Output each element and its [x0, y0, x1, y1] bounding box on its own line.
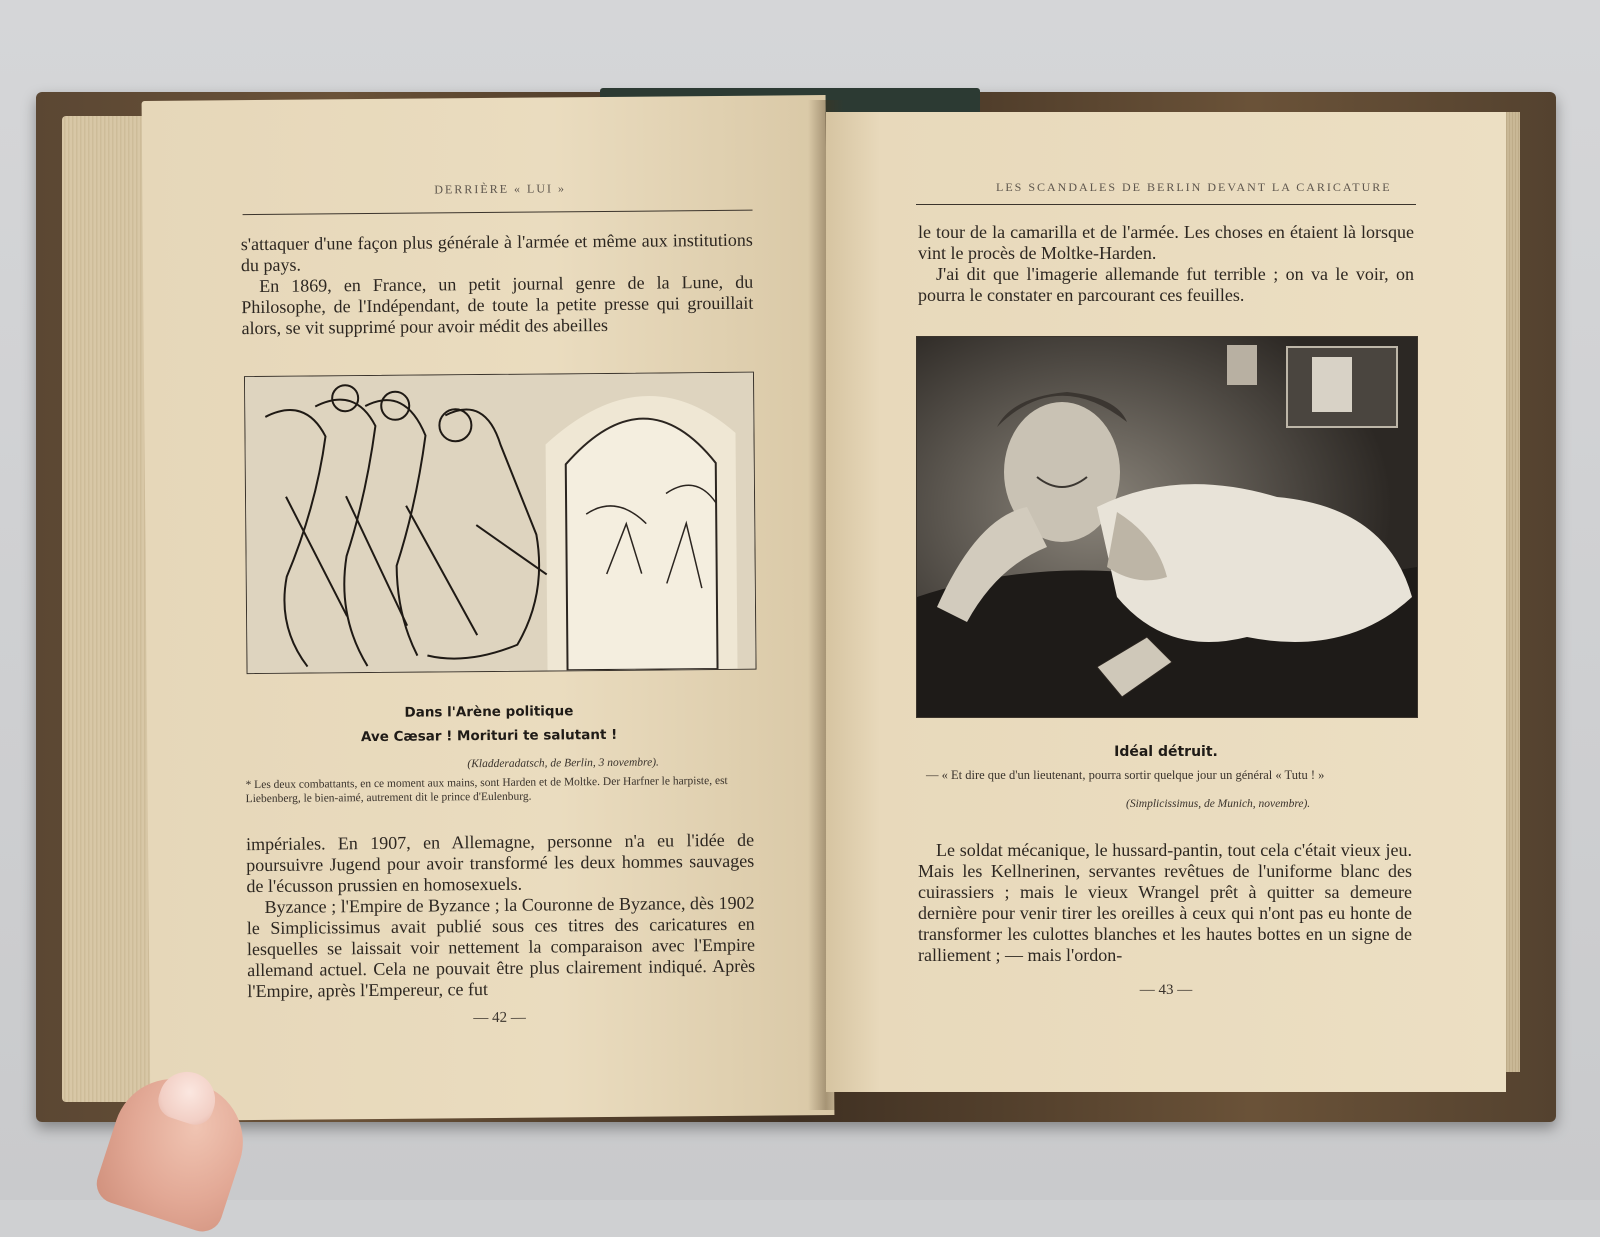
figure-credit: (Simplicissimus, de Munich, novembre).: [1126, 798, 1311, 810]
page-number: — 42 —: [473, 1009, 526, 1027]
text-block-top: [918, 222, 1414, 306]
running-head: LES SCANDALES DE BERLIN DEVANT LA CARICATURE: [996, 180, 1392, 194]
figure-quote: — « Et dire que d'un lieutenant, pourra sortir quelque jour un général « Tutu ! »: [926, 768, 1325, 782]
paragraph: Le soldat mécanique, le hussard-pantin, tout cela c'était vieux jeu. Mais les Kellnerinen, servantes revêtues de l'uniforme blanc des cuirassiers ; mais le vieux Wrangel prêt à quitter sa demeure dernière pour venir tirer les oreilles à ceux qui n'ont pas eu honte de transformer les culottes blanches et les hautes bottes en un signe de ralliement ; — mais l'ordon-: [918, 840, 1412, 965]
paragraph: Byzance ; l'Empire de Byzance ; la Couronne de Byzance, dès 1902 le Simplicissimus avait publié sous ces titres des caricatures en lesquelles se laissait voir nettement la comparaison avec l'Empire allemand actuel. Cela ne pouvait être plus clairement indiqué. Après l'Empire, après l'Empereur, ce fut: [246, 892, 756, 1002]
figure-caption-title: Dans l'Arène politique: [404, 703, 574, 721]
right-page: [826, 112, 1506, 1092]
paragraph: J'ai dit que l'imagerie allemande fut terrible ; on va le voir, on pourra le constater en parcourant ces feuilles.: [918, 264, 1414, 305]
text-block-bottom: [918, 840, 1412, 966]
figure-caption-title: Idéal détruit.: [1114, 744, 1218, 760]
header-rule: [243, 210, 753, 215]
photo-illustration: [916, 336, 1418, 718]
footnote: * Les deux combattants, en ce moment aux mains, sont Harden et de Moltke. Der Harfner le harpiste, est Liebenberg, le bien-aimé, autrement dit le prince d'Eulenburg.: [245, 774, 728, 806]
cartoon-illustration: [244, 372, 757, 674]
paragraph: En 1869, en France, un petit journal genre de la Lune, du Philosophe, de l'Indépendant, de toute la petite presse qui grouillait alors, se vit supprimé pour avoir médit des abeilles: [241, 271, 754, 339]
left-page: [142, 95, 835, 1121]
figure-caption-subtitle: Ave Cæsar ! Morituri te salutant !: [360, 726, 618, 746]
paragraph: impériales. En 1907, en Allemagne, personne n'a eu l'idée de poursuivre Jugend pour avoir transformé les deux hommes sauvages de l'écusson prussien en homosexuels.: [245, 829, 755, 897]
page-number: — 43 —: [1139, 982, 1193, 998]
running-head: DERRIÈRE « LUI »: [434, 181, 567, 197]
header-rule: [916, 204, 1416, 205]
paragraph: s'attaquer d'une façon plus générale à l'armée et même aux institutions du pays.: [240, 229, 753, 276]
figure-credit: (Kladderadatsch, de Berlin, 3 novembre).: [467, 756, 659, 771]
paragraph: le tour de la camarilla et de l'armée. Les choses en étaient là lorsque vint le procès de Moltke-Harden.: [918, 222, 1414, 263]
text-block-top: [241, 230, 754, 339]
text-block-bottom: [246, 830, 755, 1002]
